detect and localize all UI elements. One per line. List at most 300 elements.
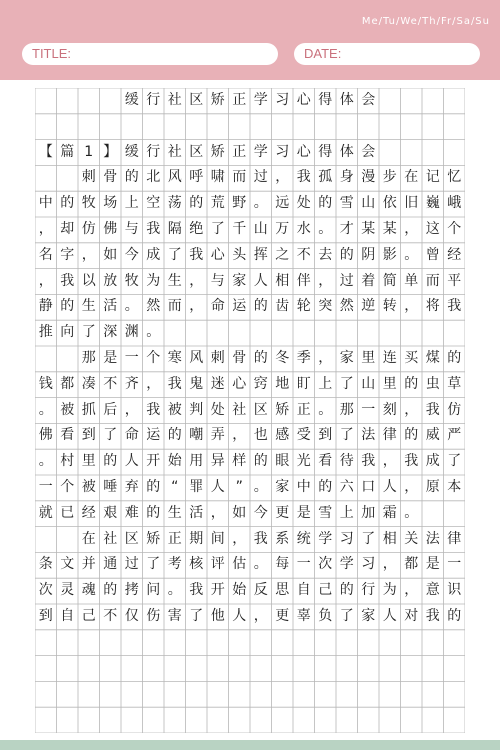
grid-char: 到: [38, 608, 53, 624]
writing-grid: [35, 88, 465, 733]
grid-char: 牧: [124, 272, 139, 289]
grid-char: 嘲: [189, 427, 204, 444]
grid-char: 中: [296, 479, 311, 495]
grid-char: 我: [361, 453, 376, 470]
grid-char: ，: [38, 221, 53, 237]
grid-char: 一: [124, 350, 139, 366]
grid-char: 法: [425, 530, 440, 547]
grid-char: 渊: [124, 324, 139, 341]
grid-char: 。: [253, 556, 268, 573]
grid-char: 社: [232, 401, 247, 418]
grid-char: 通: [103, 556, 118, 573]
grid-char: 的: [318, 195, 333, 212]
grid-char: 正: [167, 530, 182, 547]
grid-char: 山: [361, 375, 376, 392]
grid-char: 对: [404, 608, 419, 624]
grid-char: 与: [124, 221, 139, 237]
grid-char: 正: [296, 401, 311, 418]
grid-char: 冬: [275, 350, 290, 366]
grid-char: 挥: [253, 246, 268, 263]
grid-char: 矫: [146, 530, 161, 547]
grid-char: 我: [253, 530, 268, 547]
grid-char: 的: [103, 582, 118, 599]
grid-char: [379, 140, 401, 166]
grid-char: 期: [189, 530, 204, 547]
grid-char: 今: [124, 246, 139, 263]
grid-char: 空: [146, 195, 161, 212]
grid-char: [57, 114, 79, 140]
grid-char: [186, 320, 208, 346]
grid-char: 某: [361, 221, 376, 237]
grid-char: 雪: [318, 504, 333, 521]
grid-char: 以: [81, 272, 96, 289]
grid-char: 今: [253, 504, 268, 521]
grid-char: 如: [103, 246, 118, 263]
grid-char: 野: [232, 195, 247, 212]
grid-char: 远: [275, 195, 290, 212]
grid-char: 某: [382, 221, 397, 237]
grid-char: 呼: [189, 169, 204, 186]
grid-char: ，: [404, 221, 419, 237]
grid-char: 社: [167, 92, 182, 108]
grid-char: 间: [210, 530, 225, 547]
grid-char: 的: [404, 427, 419, 444]
grid-char: ，: [189, 272, 204, 289]
grid-char: 成: [146, 246, 161, 263]
grid-char: 头: [232, 246, 247, 263]
grid-char: 评: [210, 556, 225, 573]
grid-char: 习: [275, 92, 290, 108]
grid-char: [272, 320, 294, 346]
grid-char: 向: [60, 324, 75, 341]
grid-char: [444, 140, 466, 166]
grid-char: 思: [275, 582, 290, 599]
grid-char: 里: [81, 453, 96, 470]
grid-char: 一: [361, 401, 376, 418]
essay-line: [35, 346, 465, 372]
grid-char: 荡: [167, 195, 182, 212]
grid-char: 得: [318, 143, 333, 160]
grid-char: 次: [38, 582, 53, 599]
grid-char: 待: [339, 453, 354, 470]
grid-char: [422, 114, 444, 140]
grid-char: [229, 320, 251, 346]
grid-char: [164, 320, 186, 346]
grid-char: 1: [84, 143, 94, 160]
grid-char: 名: [38, 246, 53, 263]
grid-char: 静: [38, 298, 53, 315]
grid-char: 会: [361, 143, 376, 160]
grid-char: 了: [167, 246, 182, 263]
grid-char: 次: [318, 556, 333, 573]
grid-char: [379, 114, 401, 140]
grid-char: ，: [189, 298, 204, 315]
grid-char: 已: [60, 504, 75, 521]
grid-char: [293, 114, 315, 140]
grid-char: 盯: [296, 375, 311, 392]
grid-char: 关: [404, 530, 419, 547]
grid-char: [100, 114, 122, 140]
grid-char: 区: [189, 92, 204, 108]
essay-line: [35, 398, 465, 424]
grid-char: 人: [124, 453, 139, 470]
grid-char: 。: [253, 195, 268, 212]
footer-band: [0, 740, 500, 750]
grid-char: 。: [167, 582, 182, 599]
grid-char: [401, 88, 423, 114]
grid-char: [250, 320, 272, 346]
grid-char: 每: [275, 556, 290, 573]
grid-char: ，: [232, 427, 247, 444]
grid-char: 人: [382, 608, 397, 624]
grid-char: 巍: [425, 195, 440, 212]
grid-char: 那: [339, 401, 354, 418]
grid-char: 口: [361, 479, 376, 495]
grid-char: 更: [275, 504, 290, 521]
grid-char: 的: [167, 427, 182, 444]
grid-char: 行: [146, 92, 161, 108]
grid-char: 步: [382, 169, 397, 186]
grid-char: 始: [167, 453, 182, 470]
grid-char: ，: [382, 453, 397, 470]
grid-char: 六: [339, 479, 354, 495]
grid-char: 我: [425, 401, 440, 418]
grid-char: 齐: [124, 375, 139, 392]
grid-char: 我: [60, 272, 75, 289]
grid-char: 会: [361, 92, 376, 108]
grid-char: 被: [81, 479, 96, 495]
grid-char: [444, 114, 466, 140]
essay-line: [35, 88, 465, 114]
grid-char: 家: [361, 608, 376, 624]
grid-char: [379, 320, 401, 346]
grid-char: [444, 501, 466, 527]
grid-char: 伴: [296, 272, 311, 289]
grid-char: 人: [210, 479, 225, 495]
grid-char: [57, 527, 79, 553]
grid-char: ，: [404, 401, 419, 418]
grid-char: [336, 320, 358, 346]
grid-char: 平: [447, 272, 462, 289]
grid-char: 我: [146, 221, 161, 237]
grid-char: 生: [81, 298, 96, 315]
grid-char: [78, 114, 100, 140]
grid-char: 的: [339, 582, 354, 599]
grid-char: 律: [447, 530, 462, 547]
grid-char: 之: [275, 246, 290, 263]
grid-char: 到: [318, 427, 333, 444]
grid-char: 山: [253, 221, 268, 237]
grid-char: 到: [81, 427, 96, 444]
grid-char: 的: [146, 504, 161, 521]
grid-char: 的: [146, 479, 161, 495]
grid-char: [444, 320, 466, 346]
grid-char: 与: [210, 272, 225, 289]
grid-char: 被: [167, 401, 182, 418]
grid-char: 己: [81, 608, 96, 624]
grid-char: 经: [81, 504, 96, 521]
grid-char: 不: [103, 375, 118, 392]
grid-char: 上: [339, 504, 354, 521]
grid-char: [35, 88, 57, 114]
grid-char: 刻: [382, 401, 397, 418]
grid-char: 而: [167, 298, 182, 315]
grid-char: 深: [103, 324, 118, 341]
grid-char: 单: [404, 272, 419, 289]
grid-char: 行: [146, 143, 161, 160]
grid-char: [35, 346, 57, 372]
essay-line: [35, 191, 465, 217]
grid-char: 。: [253, 479, 268, 495]
title-field[interactable]: [22, 43, 278, 65]
grid-char: [78, 88, 100, 114]
grid-char: 个: [146, 350, 161, 366]
grid-char: 仅: [124, 608, 139, 624]
grid-char: 了: [339, 608, 354, 624]
grid-char: 威: [425, 427, 440, 444]
grid-char: 了: [361, 530, 376, 547]
grid-char: 抓: [81, 401, 96, 418]
grid-char: 的: [189, 195, 204, 212]
grid-char: 过: [124, 556, 139, 573]
grid-char: 迷: [210, 375, 225, 392]
grid-char: [315, 320, 337, 346]
grid-char: 刺: [210, 350, 225, 366]
grid-char: [57, 88, 79, 114]
grid-char: [422, 320, 444, 346]
grid-char: 而: [425, 272, 440, 289]
grid-char: 不: [296, 246, 311, 263]
grid-char: ，: [404, 582, 419, 599]
grid-char: 家: [232, 272, 247, 289]
grid-char: 【: [38, 143, 53, 160]
essay-line: [35, 501, 465, 527]
grid-char: 曾: [425, 246, 440, 263]
grid-char: 的: [447, 608, 462, 624]
grid-char: 运: [146, 427, 161, 444]
grid-char: 虫: [425, 375, 440, 392]
grid-char: 习: [339, 530, 354, 547]
grid-char: 正: [232, 143, 247, 160]
grid-char: [57, 165, 79, 191]
grid-char: 我: [146, 401, 161, 418]
grid-char: 忆: [447, 169, 462, 186]
grid-char: 活: [103, 298, 118, 315]
grid-char: 了: [339, 427, 354, 444]
grid-char: 在: [404, 169, 419, 186]
grid-char: 加: [361, 504, 376, 521]
grid-char: 却: [60, 221, 75, 237]
grid-char: 用: [189, 453, 204, 470]
grid-char: 着: [361, 272, 376, 289]
grid-char: 体: [339, 143, 354, 160]
grid-char: 风: [167, 169, 182, 186]
grid-char: 如: [232, 504, 247, 521]
grid-char: 上: [318, 375, 333, 392]
grid-char: 体: [339, 92, 354, 108]
grid-char: 的: [404, 375, 419, 392]
grid-char: 人: [382, 479, 397, 495]
grid-char: ，: [146, 375, 161, 392]
grid-char: 心: [210, 246, 225, 263]
grid-char: ，: [318, 350, 333, 366]
grid-char: 运: [232, 298, 247, 315]
grid-char: 我: [447, 298, 462, 315]
grid-char: 过: [253, 169, 268, 186]
grid-char: 矫: [210, 143, 225, 160]
grid-char: ，: [275, 169, 290, 186]
grid-char: 的: [124, 169, 139, 186]
grid-char: [57, 346, 79, 372]
grid-char: 相: [275, 272, 290, 289]
header-band: [0, 0, 500, 80]
essay-line: [35, 243, 465, 269]
grid-char: [250, 114, 272, 140]
grid-char: 并: [81, 556, 96, 573]
grid-char: 了: [81, 324, 96, 341]
grid-char: 命: [210, 298, 225, 315]
grid-char: 鬼: [189, 375, 204, 392]
grid-char: 凑: [81, 375, 96, 392]
essay-line: [35, 449, 465, 475]
grid-char: 个: [447, 221, 462, 237]
grid-char: 煤: [425, 350, 440, 366]
essay-line: [35, 114, 465, 140]
grid-char: 然: [339, 298, 354, 315]
grid-char: 连: [382, 350, 397, 366]
grid-char: 人: [253, 272, 268, 289]
essay-line: [35, 527, 465, 553]
grid-char: 隔: [167, 221, 182, 237]
essay-line: [35, 140, 465, 166]
grid-char: 活: [189, 504, 204, 521]
grid-char: 字: [60, 246, 75, 263]
grid-char: 。: [38, 453, 53, 470]
grid-char: 我: [425, 608, 440, 624]
grid-char: 荒: [210, 195, 225, 212]
grid-char: 一: [38, 479, 53, 495]
grid-char: 核: [189, 556, 204, 573]
grid-char: 漫: [361, 169, 376, 186]
grid-char: 家: [339, 350, 354, 366]
grid-char: [143, 114, 165, 140]
grid-char: 。: [318, 221, 333, 237]
grid-char: 艰: [103, 504, 118, 521]
grid-char: 法: [361, 427, 376, 444]
title-label: TITLE:: [32, 46, 72, 61]
grid-char: 】: [103, 143, 118, 160]
grid-char: 窍: [253, 375, 268, 392]
essay-line: [35, 475, 465, 501]
grid-char: 学: [339, 556, 354, 573]
grid-char: 心: [296, 143, 311, 160]
grid-char: 我: [189, 582, 204, 599]
grid-char: 就: [38, 504, 53, 521]
grid-char: 佛: [38, 427, 53, 444]
grid-char: 学: [253, 143, 268, 160]
grid-char: 也: [253, 427, 268, 444]
grid-char: 的: [339, 246, 354, 263]
grid-char: 拷: [124, 582, 139, 599]
grid-char: 社: [103, 530, 118, 547]
grid-char: 律: [382, 427, 397, 444]
grid-char: 正: [232, 92, 247, 108]
grid-char: 眼: [275, 453, 290, 470]
grid-char: 简: [382, 272, 397, 289]
grid-char: 上: [124, 195, 139, 212]
grid-char: [358, 320, 380, 346]
grid-char: 中: [38, 195, 53, 212]
grid-char: 骨: [103, 169, 118, 186]
grid-char: 学: [318, 530, 333, 547]
grid-char: 缓: [124, 143, 139, 160]
grid-char: 难: [124, 504, 139, 521]
grid-char: 成: [425, 453, 440, 470]
grid-char: 被: [60, 401, 75, 418]
grid-char: 命: [124, 427, 139, 444]
grid-char: 唾: [103, 479, 118, 495]
grid-char: 人: [232, 608, 247, 624]
grid-char: 买: [404, 350, 419, 366]
grid-char: 了: [210, 221, 225, 237]
grid-char: 感: [275, 427, 290, 444]
grid-char: [422, 88, 444, 114]
grid-char: 我: [404, 453, 419, 470]
grid-char: [293, 320, 315, 346]
grid-char: ，: [38, 272, 53, 289]
grid-char: 。: [318, 401, 333, 418]
grid-char: ，: [382, 556, 397, 573]
grid-char: 然: [146, 298, 161, 315]
grid-char: 得: [318, 92, 333, 108]
grid-char: 区: [124, 530, 139, 547]
grid-char: ，: [404, 479, 419, 495]
grid-char: 身: [339, 169, 354, 186]
date-field[interactable]: [294, 43, 480, 65]
grid-char: 他: [210, 608, 225, 624]
grid-char: 缓: [124, 92, 139, 108]
grid-char: 刺: [81, 169, 96, 186]
grid-char: ，: [210, 504, 225, 521]
grid-char: 万: [275, 221, 290, 237]
grid-char: 更: [275, 608, 290, 624]
grid-char: 估: [232, 556, 247, 573]
grid-char: 仿: [447, 401, 462, 418]
grid-char: [207, 114, 229, 140]
grid-char: 系: [275, 530, 290, 547]
essay-line: [35, 423, 465, 449]
grid-char: 样: [232, 453, 247, 470]
grid-char: 弃: [124, 479, 139, 495]
grid-char: 异: [210, 453, 225, 470]
grid-char: 区: [189, 143, 204, 160]
grid-char: 习: [361, 556, 376, 573]
essay-line: [35, 269, 465, 295]
grid-char: 放: [103, 272, 118, 289]
grid-char: 看: [318, 453, 333, 470]
grid-char: 仿: [81, 221, 96, 237]
grid-char: 行: [361, 582, 376, 599]
grid-char: 严: [447, 427, 462, 444]
grid-char: 原: [425, 479, 440, 495]
grid-char: ，: [232, 530, 247, 547]
grid-char: 灵: [60, 582, 75, 599]
grid-char: [207, 320, 229, 346]
grid-char: 弄: [210, 427, 225, 444]
grid-char: 家: [275, 479, 290, 495]
grid-char: 过: [339, 272, 354, 289]
weekday-label: Me/Tu/We/Th/Fr/Sa/Su: [361, 16, 490, 27]
